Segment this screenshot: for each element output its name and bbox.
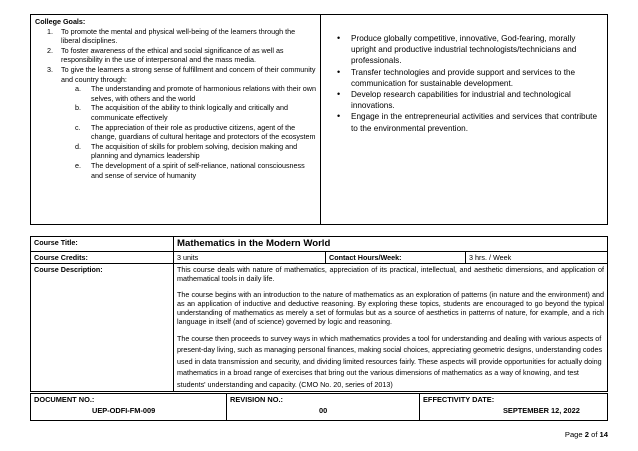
goal-subitem: b. The acquisition of the ability to think logically and critically and communicate effectively — [75, 103, 288, 122]
revision-number-value: 00 — [319, 406, 328, 415]
course-credits-row — [31, 252, 607, 264]
revision-number-cell — [227, 394, 420, 420]
institutional-objectives-cell — [321, 15, 607, 224]
description-paragraph: The course then proceeds to survey ways in which mathematics provides a tool for understanding and dealing with various aspects of present-day living, such as managing personal finances, making social choices, appreciating geometric designs, understanding codes used in data transmission and security, and dividing limited resources fairly. These aspects will provide opportunities for actually doing mathematics in a broad range of exercises that bring out the various dimensions of mathematics as a way of knowing, and test students' understanding and capacity. (CMO No. 20, series of 2013) — [177, 334, 603, 389]
goal-subitem: a. The understanding and promote of harmonious relations with their own selves, with others and the world — [75, 84, 316, 103]
goal-item: 2. To foster awareness of the ethical and social significance of as well as responsibility in the use of interpersonal and the mass media. — [47, 45, 284, 65]
goal-subitem: e. The development of a spirit of self-reliance, national consciousness and sense of service of humanity — [75, 160, 305, 180]
page-number: Page 2 of 14 — [564, 430, 608, 439]
course-credits-label: Course Credits: — [31, 252, 174, 263]
goal-subitem: d. The acquisition of skills for problem solving, decision making and planning and dynamics leadership — [75, 141, 298, 161]
document-number-cell — [31, 394, 227, 420]
objective-item: • Produce globally competitive, innovative, God-fearing, morally upright and productive industrial technologists/technicians and professionals. — [337, 33, 577, 66]
goal-item: 1. To promote the mental and physical well-being of the learners through the liberal disciplines. — [47, 26, 296, 46]
bullet-icon: • — [337, 111, 341, 122]
course-description-label: Course Description: — [31, 264, 174, 391]
goal-subitem: c. The appreciation of their role as productive citizens, agent of the change, guardians of cultural heritage and protectors of the ecosystem — [75, 122, 316, 142]
course-info-table — [30, 236, 608, 392]
contact-hours-value: 3 hrs. / Week — [469, 253, 512, 262]
effectivity-date-cell — [420, 394, 607, 420]
bullet-icon: • — [337, 66, 341, 77]
course-title-label: Course Title: — [31, 237, 174, 251]
contact-hours-label: Contact Hours/Week: — [326, 252, 466, 263]
course-description — [174, 264, 607, 391]
course-title-value: Mathematics in the Modern World — [177, 238, 331, 249]
document-footer-table — [30, 393, 608, 421]
objective-item: • Engage in the entrepreneurial activities and services that contribute to the environmental prevention. — [337, 111, 597, 133]
bullet-icon: • — [337, 33, 341, 43]
document-number-value: UEP-ODFI-FM-009 — [92, 406, 156, 415]
college-goals-cell — [31, 15, 321, 224]
document-number-label: DOCUMENT NO.: — [34, 395, 95, 404]
description-paragraph: This course deals with nature of mathematics, appreciation of its practical, intellectual, and aesthetic dimensions, and application of mathematical tools in daily life. — [177, 265, 604, 283]
course-credits-value: 3 units — [174, 252, 326, 263]
bullet-icon: • — [337, 89, 341, 100]
course-description-row — [31, 264, 607, 391]
objective-item: • Develop research capabilities for industrial and technological innovations. — [337, 89, 571, 111]
course-title-row — [31, 237, 607, 252]
revision-number-label: REVISION NO.: — [230, 395, 283, 404]
effectivity-date-value: SEPTEMBER 12, 2022 — [503, 406, 580, 415]
college-goals-heading: College Goals: — [35, 17, 86, 26]
goal-item: 3. To give the learners a strong sense of fulfillment and concern of their community and country through: — [47, 64, 316, 84]
college-goals-table — [30, 14, 608, 225]
description-paragraph: The course begins with an introduction to the nature of mathematics as an exploration of patterns (in nature and the environment) and as an application of inductive and deductive reasoning. By exploring these topics, students are encouraged to go beyond the typical understanding of mathematics as merely a set of formulas but as a source of aesthetics in patterns of nature, for example, and a rich language in itself (and of science) governed by logic and reasoning. — [177, 290, 604, 326]
effectivity-date-label: EFFECTIVITY DATE: — [423, 395, 495, 404]
objective-item: • Transfer technologies and provide support and services to the communication for sustainable development. — [337, 66, 576, 88]
